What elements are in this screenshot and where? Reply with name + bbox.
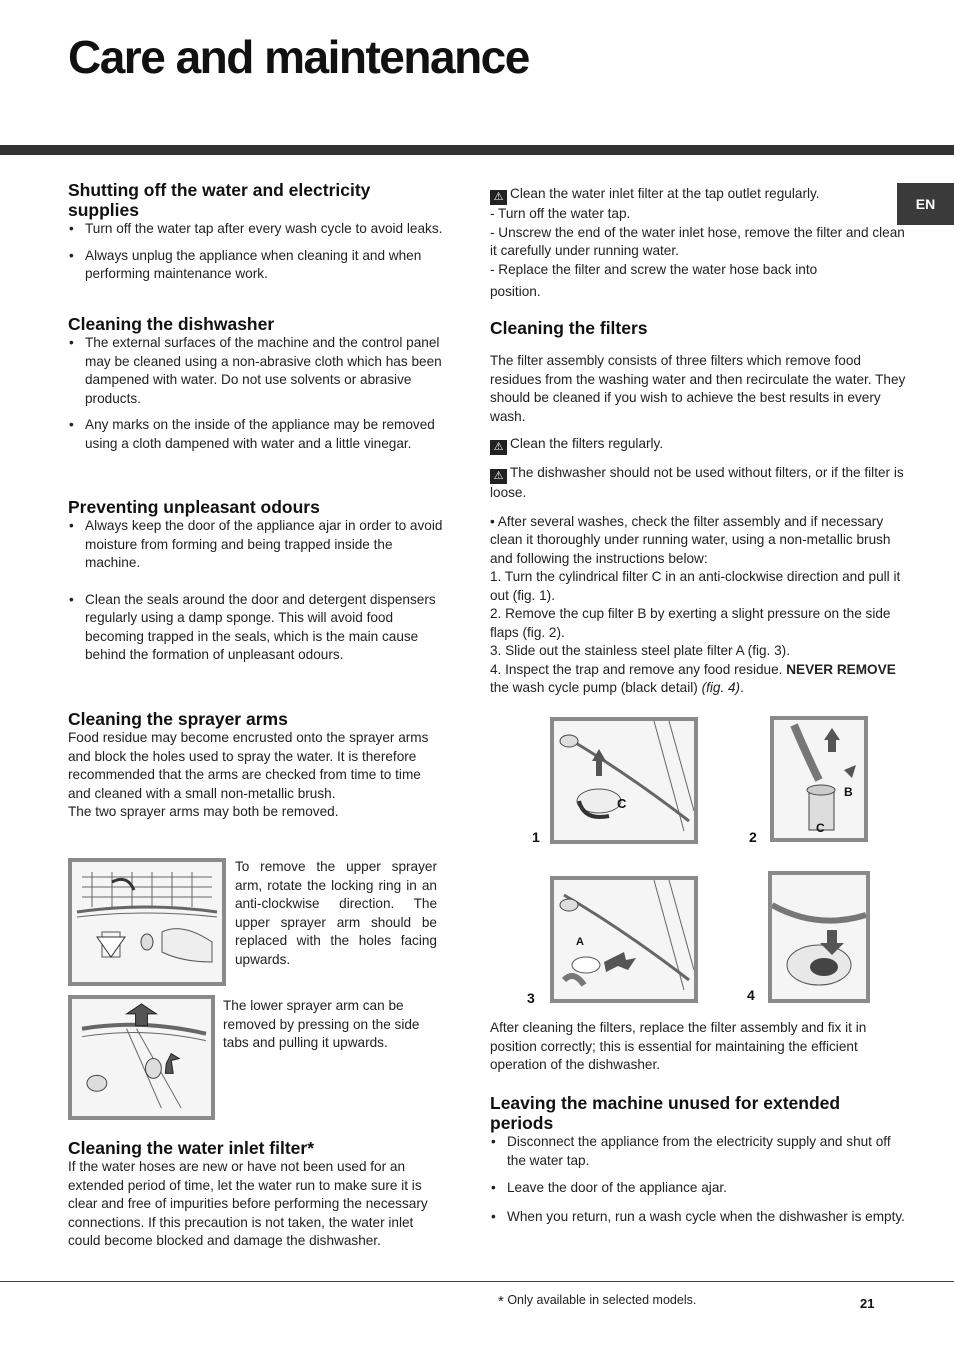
bullet-list xyxy=(68,220,443,284)
step-text: 2. Remove the cup filter B by exerting a slight pressure on the side flaps (fig. 2). xyxy=(490,606,891,640)
step-text: - Unscrew the end of the water inlet hose, remove the filter and clean it carefully under running water. xyxy=(490,224,905,258)
step-text: - Turn off the water tap. xyxy=(490,206,631,221)
filter-figure-1 xyxy=(550,717,698,844)
warning-text: Clean the filters regularly. xyxy=(510,436,664,451)
list-item: • Any marks on the inside of the appliance may be removed using a cloth dampened with water and a little vinegar. xyxy=(68,416,443,453)
emphasis-text: NEVER REMOVE xyxy=(786,661,896,677)
list-item: • Clean the seals around the door and detergent dispensers regularly using a damp sponge. This will avoid food becoming trapped in the seals, which is the main cause behind the formation of unpleasant odours. xyxy=(68,591,443,665)
filter-label-a: A xyxy=(576,936,584,948)
section-heading: Cleaning the dishwasher xyxy=(68,314,275,334)
paragraph: If the water hoses are new or have not been used for an extended period of time, let the water run to make sure it is clear and free of impurities before performing the necessary connections. If this precaution is not taken, the water inlet could become blocked and damage the dishwasher. xyxy=(68,1159,428,1248)
warning-triangle-icon: ⚠ xyxy=(490,190,507,205)
section-inlet-filter xyxy=(68,1138,443,1251)
bullet-list xyxy=(68,334,443,453)
list-item: • Leave the door of the appliance ajar. xyxy=(490,1179,908,1198)
filter-illustration-3 xyxy=(554,880,694,999)
figure-reference: (fig. 4) xyxy=(701,680,741,695)
filter-illustration-2 xyxy=(774,720,864,838)
paragraph: The filter assembly consists of three filters which remove food residues from the washing water and then recirculate the water. They should be cleaned if you wish to achieve the best results in every wash. xyxy=(490,353,906,424)
filter-figure-4 xyxy=(768,871,870,1003)
section-unused xyxy=(490,1093,908,1226)
step-text: • After several washes, check the filter assembly and if necessary clean it thoroughly under running water, using a non-metallic brush and following the instructions below: xyxy=(490,513,891,566)
figure-number: 3 xyxy=(527,990,535,1006)
warning-line xyxy=(490,185,908,205)
paragraph: The two sprayer arms may both be removed. xyxy=(68,804,339,819)
bullet-list xyxy=(68,517,443,665)
filters-after-text: After cleaning the filters, replace the filter assembly and fix it in position correctly; this is essential for maintaining the efficient operation of the dishwasher. xyxy=(490,1020,867,1072)
list-item: • Disconnect the appliance from the electricity supply and shut off the water tap. xyxy=(490,1133,908,1170)
section-shutoff xyxy=(68,180,443,284)
warning-text: Clean the water inlet filter at the tap outlet regularly. xyxy=(510,186,820,201)
upper-sprayer-text: To remove the upper sprayer arm, rotate the locking ring in an anti-clockwise direction. The upper sprayer arm should be replaced with the holes facing upwards. xyxy=(235,859,437,967)
bullet-list xyxy=(490,1133,908,1226)
section-heading: Shutting off the water and electricity supplies xyxy=(68,180,371,220)
section-inlet-instructions xyxy=(490,185,908,302)
lower-sprayer-text: The lower sprayer arm can be removed by pressing on the side tabs and pulling it upwards. xyxy=(223,998,420,1050)
section-heading: Cleaning the filters xyxy=(490,318,648,338)
warning-triangle-icon: ⚠ xyxy=(490,440,507,455)
footnote-text: Only available in selected models. xyxy=(507,1293,697,1307)
warning-text: The dishwasher should not be used without filters, or if the filter is loose. xyxy=(490,465,904,500)
filter-illustration-1 xyxy=(554,721,694,840)
figure-number: 1 xyxy=(532,829,540,845)
step-text: position. xyxy=(490,284,541,299)
lower-sprayer-illustration xyxy=(72,999,211,1116)
filter-figure-3 xyxy=(550,876,698,1003)
paragraph: Food residue may become encrusted onto the sprayer arms and block the holes used to spray the water. It is therefore recommended that the arms are checked from time to time and cleaned with a small non-metallic brush. xyxy=(68,730,429,801)
title-rule xyxy=(0,145,954,155)
list-item: • When you return, run a wash cycle when the dishwasher is empty. xyxy=(490,1208,908,1227)
upper-sprayer-illustration xyxy=(72,862,222,982)
footnote-mark: * xyxy=(498,1293,504,1310)
warning-triangle-icon: ⚠ xyxy=(490,469,507,484)
figure-number: 4 xyxy=(747,987,755,1003)
step-text: - Replace the filter and screw the water hose back into xyxy=(490,261,818,277)
section-heading: Cleaning the water inlet filter* xyxy=(68,1138,315,1158)
section-cleaning xyxy=(68,314,443,453)
list-item: • Always unplug the appliance when cleaning it and when performing maintenance work. xyxy=(68,247,443,284)
section-heading: Cleaning the sprayer arms xyxy=(68,709,288,729)
list-item: • Turn off the water tap after every wash cycle to avoid leaks. xyxy=(68,220,443,239)
filter-illustration-4 xyxy=(772,875,866,999)
warning-line xyxy=(490,464,908,503)
step-text: 4. Inspect the trap and remove any food residue. NEVER REMOVE the wash cycle pump (black detail) (fig. 4). xyxy=(490,661,896,695)
language-tab: EN xyxy=(897,183,954,225)
footnote xyxy=(498,1293,696,1310)
filter-label-c: C xyxy=(816,821,825,835)
section-filters xyxy=(490,318,908,698)
section-odours xyxy=(68,497,443,665)
lower-sprayer-figure xyxy=(68,995,215,1120)
filter-label-b: B xyxy=(844,785,853,799)
step-text: 1. Turn the cylindrical filter C in an anti-clockwise direction and pull it out (fig. 1). xyxy=(490,569,901,603)
warning-line xyxy=(490,435,908,455)
figure-number: 2 xyxy=(749,829,757,845)
section-heading: Leaving the machine unused for extended periods xyxy=(490,1093,841,1133)
page-number: 21 xyxy=(860,1296,875,1311)
step-text: 3. Slide out the stainless steel plate filter A (fig. 3). xyxy=(490,643,790,658)
list-item: • Always keep the door of the appliance ajar in order to avoid moisture from forming and being trapped inside the machine. xyxy=(68,517,443,573)
filter-label-c: C xyxy=(617,796,627,811)
section-heading: Preventing unpleasant odours xyxy=(68,497,320,517)
section-sprayer xyxy=(68,709,443,822)
list-item: • The external surfaces of the machine and the control panel may be cleaned using a non-abrasive cloth which has been dampened with water. Do not use solvents or abrasive products. xyxy=(68,334,443,408)
upper-sprayer-figure xyxy=(68,858,226,986)
footer-rule xyxy=(0,1281,954,1282)
page-title: Care and maintenance xyxy=(68,31,529,83)
filter-figure-2 xyxy=(770,716,868,842)
